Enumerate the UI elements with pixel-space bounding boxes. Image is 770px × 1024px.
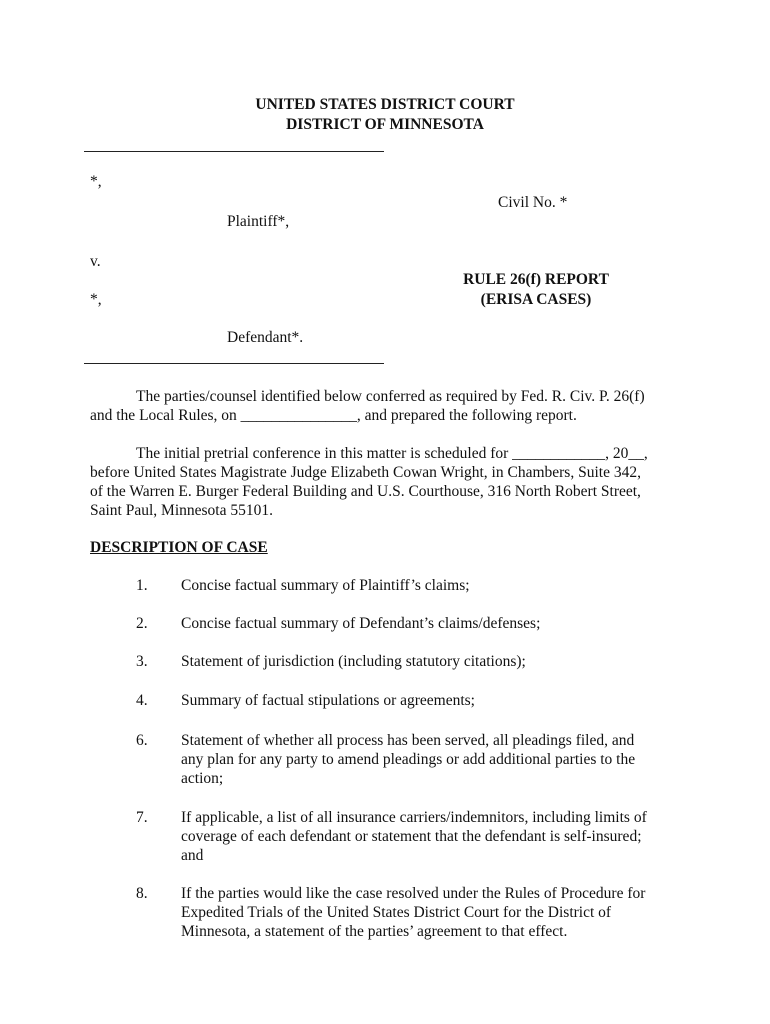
list-item-number: 8.	[136, 885, 148, 902]
list-item-text: Summary of factual stipulations or agreements;	[181, 692, 475, 709]
list-item-text-line-2: any plan for any party to amend pleadings or add additional parties to the	[181, 751, 636, 768]
versus-label: v.	[90, 253, 101, 270]
list-item-text-line-2: Expedited Trials of the United States District Court for the District of	[181, 904, 612, 921]
defendant-placeholder: *,	[90, 291, 102, 308]
paragraph-2-line-2: before United States Magistrate Judge Elizabeth Cowan Wright, in Chambers, Suite 342,	[90, 464, 641, 481]
defendant-label: Defendant*.	[227, 329, 304, 346]
report-subtitle: (ERISA CASES)	[480, 291, 592, 308]
section-heading: DESCRIPTION OF CASE	[90, 539, 268, 556]
list-item-text: Statement of jurisdiction (including statutory citations);	[181, 653, 526, 670]
list-item-text-line-3: and	[181, 847, 204, 864]
list-item-number: 3.	[136, 653, 148, 670]
list-item-text-line-1: If the parties would like the case resolved under the Rules of Procedure for	[181, 885, 646, 902]
civil-number: Civil No. *	[498, 194, 568, 211]
district-name: DISTRICT OF MINNESOTA	[286, 116, 484, 133]
list-item-number: 7.	[136, 809, 148, 826]
report-title: RULE 26(f) REPORT	[463, 271, 609, 288]
paragraph-2-line-1: The initial pretrial conference in this matter is scheduled for ____________, 20__,	[136, 445, 648, 462]
list-item-number: 1.	[136, 577, 148, 594]
plaintiff-placeholder: *,	[90, 173, 102, 190]
paragraph-1-line-2: and the Local Rules, on _______________, and prepared the following report.	[90, 407, 577, 424]
plaintiff-label: Plaintiff*,	[227, 213, 290, 230]
list-item-number: 6.	[136, 732, 148, 749]
list-item-text: Concise factual summary of Plaintiff’s claims;	[181, 577, 470, 594]
caption-bottom-rule	[84, 363, 384, 364]
list-item-text: Concise factual summary of Defendant’s claims/defenses;	[181, 615, 541, 632]
list-item-text-line-1: If applicable, a list of all insurance carriers/indemnitors, including limits of	[181, 809, 647, 826]
court-name: UNITED STATES DISTRICT COURT	[255, 96, 515, 113]
list-item-text-line-2: coverage of each defendant or statement that the defendant is self-insured;	[181, 828, 642, 845]
paragraph-2-line-3: of the Warren E. Burger Federal Building and U.S. Courthouse, 316 North Robert Street,	[90, 483, 641, 500]
paragraph-1-line-1: The parties/counsel identified below conferred as required by Fed. R. Civ. P. 26(f)	[136, 388, 645, 405]
list-item-text-line-3: Minnesota, a statement of the parties’ agreement to that effect.	[181, 923, 568, 940]
list-item-text-line-1: Statement of whether all process has been served, all pleadings filed, and	[181, 732, 635, 749]
list-item-number: 4.	[136, 692, 148, 709]
caption-top-rule	[84, 151, 384, 152]
list-item-number: 2.	[136, 615, 148, 632]
paragraph-2-line-4: Saint Paul, Minnesota 55101.	[90, 502, 273, 519]
list-item-text-line-3: action;	[181, 770, 224, 787]
